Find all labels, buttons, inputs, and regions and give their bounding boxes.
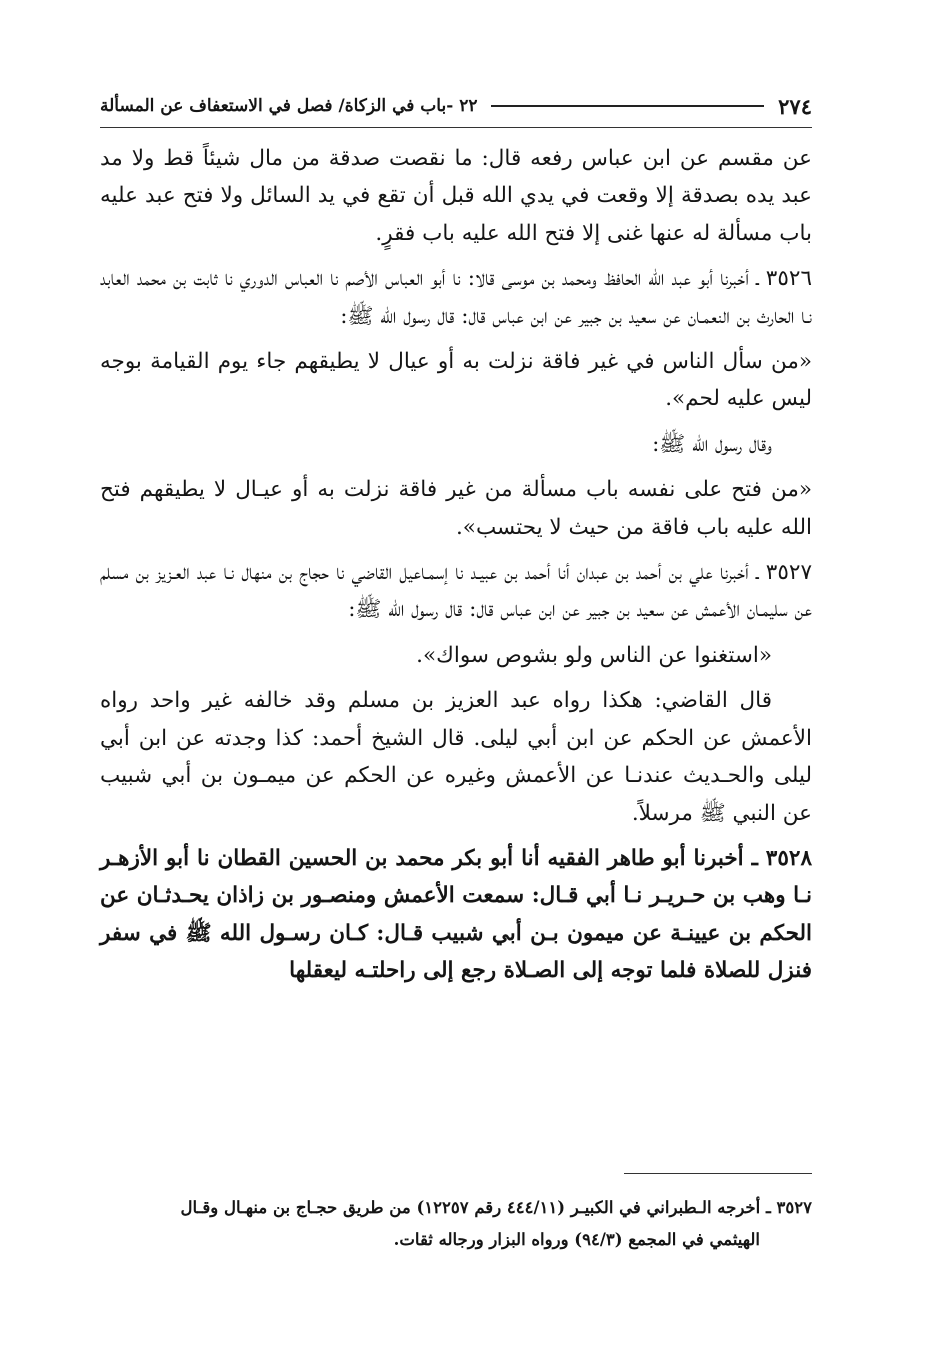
hadith-quote-2: «من فتح على نفسه باب مسألة من غير فاقة نزلت به أو عيـال لا يطيقهم فتح الله عليه باب فاقة من حيث لا يحتسب». [100, 477, 812, 540]
header-underline [100, 127, 812, 128]
paragraph-1: عن مقسم عن ابن عباس رفعه قال: ما نقصت صدقة من مال شيئاً قط ولا مد عبد يده بصدقة إلا وقعت في يدي الله قبل أن تقع في يد السائل ولا فتح عبد عليه باب مسألة له عنها غنى إلا فتح الله عليه باب فقرٍ. [100, 146, 812, 246]
main-text [100, 140, 812, 998]
hadith-quote-1: «من سأل الناس في غير فاقة نزلت به أو عيال لا يطيقهم جاء يوم القيامة بوجه ليس عليه لحم». [100, 349, 812, 412]
footnote-divider [624, 1173, 812, 1174]
running-title: ٢٢ -باب في الزكاة/ فصل في الاستعفاف عن المسألة [100, 96, 478, 116]
page-number: ٢٧٤ [778, 93, 812, 119]
hadith-3528: ٣٥٢٨ ـ أخبرنا أبو طاهر الفقيه أنا أبو بكر محمد بن الحسين القطان نا أبو الأزهـر نـا وهب بن حـريـر نـا أبي قـال: سمعت الأعمش ومنصـور بن زاذان يحـدثـان عن الحكم بن عيينـة عن ميمون بـن أبي شبيب قـال: كـان رسـول الله ﷺ في سفر فنزل للصلاة فلما توجه إلى الصـلاة رجع إلى راحلتـه ليعقلها [100, 845, 812, 984]
page-header [100, 88, 812, 124]
hadith-3527: ٣٥٢٧ ـ أخبرنا علي بن أحمد بن عبدان أنا أحمد بن عبيـد نا إسمـاعيل القاضي نا حجاج بن منهال نـا عبد العـزيز بن مسلم عن سليمـان الأعمش عن سعيد بن جبير عن ابن عباس قال: قال رسول الله ﷺ: [100, 560, 812, 623]
footnote [100, 1192, 812, 1256]
hadith-quote-3: «استغنوا عن الناس ولو بشوص سواك». [416, 642, 772, 668]
header-rule [491, 105, 764, 107]
footnote-line-2: الهيثمي في المجمع (٩٤/٣) ورواه البزار ورجاله ثقات. [393, 1230, 760, 1249]
hadith-3526: ٣٥٢٦ ـ أخبرنا أبو عبد الله الحافظ ومحمد بن موسى قالا: نا أبو العباس الأصم نا العباس الدوري نا ثابت بن محمد العابد نـا الحارث بن النعمـان عن سعيد بن جبير عن ابن عباس قال: قال رسول الله ﷺ: [100, 266, 812, 329]
footnote-line-1: ٣٥٢٧ ـ أخرجه الـطبراني في الكبيـر (٤٤٤/١١ رقم ١٢٢٥٧) من طريق حجـاج بن منهـال وقـال [180, 1198, 812, 1217]
commentary-paragraph: قال القاضي: هكذا رواه عبد العزيز بن مسلم وقد خالفه غير واحد رواه الأعمش عن الحكم عن ابن أبي ليلى. قال الشيخ أحمد: كذا وجدته عن ابن أبي ليلى والحـديث عندنـا عن الأعمش وغيره عن الحكم عن ميمـون بن أبي شبيب عن النبي ﷺ مرسلاً. [100, 688, 812, 826]
paragraph-said: وقال رسول الله ﷺ: [652, 431, 772, 457]
